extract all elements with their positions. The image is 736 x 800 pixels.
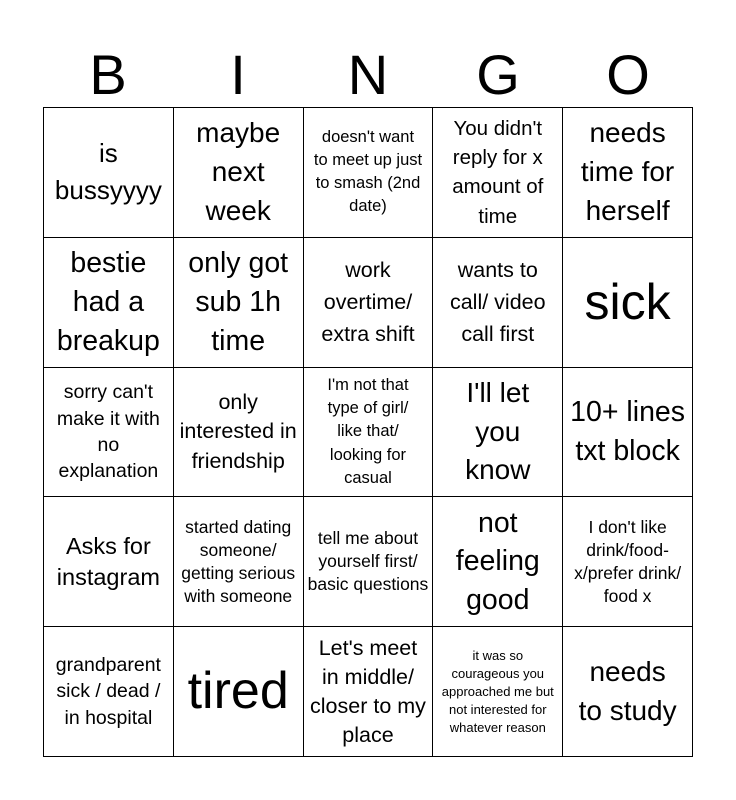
cell-text: started dating someone/ getting serious with someone [181,516,296,606]
bingo-cell[interactable] [563,627,693,757]
bingo-cell[interactable] [304,108,434,238]
bingo-cell[interactable] [304,368,434,498]
cell-text: sick [584,274,671,331]
cell-text: only got sub 1h time [188,247,289,357]
bingo-cell[interactable] [174,368,304,498]
header-letter-i: I [230,43,246,106]
cell-text: only interested in friendship [179,389,297,473]
bingo-cell[interactable] [174,238,304,368]
cell-text: sorry can't make it with no explanation [56,381,160,483]
cell-text: doesn't want to meet up just to smash (2nd date) [313,128,423,216]
cell-text: I'll let you know [465,377,531,486]
bingo-cell[interactable] [174,497,304,627]
cell-text: wants to call/ video call first [449,257,546,347]
cell-text: not feeling good [455,506,540,617]
cell-text: tell me about yourself first/ basic questions [307,528,429,595]
header-letter-b: B [89,43,127,106]
cell-text: needs to study [578,655,677,726]
bingo-cell[interactable] [563,238,693,368]
bingo-cell[interactable] [44,627,174,757]
bingo-cell[interactable] [44,238,174,368]
header-letter-g: G [476,43,520,106]
bingo-cell[interactable] [44,108,174,238]
bingo-cell[interactable] [174,627,304,757]
cell-text: bestie had a breakup [56,247,160,357]
bingo-cell[interactable] [563,497,693,627]
cell-text: I'm not that type of girl/ like that/ looking for casual [327,376,409,487]
bingo-cell[interactable] [433,238,563,368]
bingo-cell[interactable] [304,627,434,757]
bingo-cell[interactable] [433,627,563,757]
cell-text: it was so courageous you approached me but not interested for whatever reason [441,647,554,735]
cell-text: grandparent sick / dead / in hospital [55,654,161,729]
bingo-card-grid [43,107,693,757]
header-letter-o: O [606,43,650,106]
cell-text: Let's meet in middle/ closer to my place [310,635,426,747]
cell-text: Asks for instagram [56,533,160,590]
cell-text: needs time for herself [580,117,675,226]
cell-text: 10+ lines txt block [570,396,686,467]
cell-text: I don't like drink/food-x/prefer drink/ food x [574,516,682,606]
cell-text: is bussyyyy [54,137,162,206]
header-letter-n: N [347,43,389,106]
bingo-cell[interactable] [433,108,563,238]
bingo-header [43,44,693,106]
bingo-cell[interactable] [433,368,563,498]
bingo-cell[interactable] [44,368,174,498]
bingo-cell[interactable] [304,238,434,368]
bingo-cell[interactable] [174,108,304,238]
bingo-cell[interactable] [433,497,563,627]
cell-text: tired [187,662,289,721]
bingo-cell[interactable] [44,497,174,627]
cell-text: work overtime/ extra shift [321,257,415,347]
bingo-cell[interactable] [304,497,434,627]
bingo-cell[interactable] [563,368,693,498]
cell-text: You didn't reply for x amount of time [452,116,544,228]
bingo-cell[interactable] [563,108,693,238]
cell-text: maybe next week [196,117,281,226]
